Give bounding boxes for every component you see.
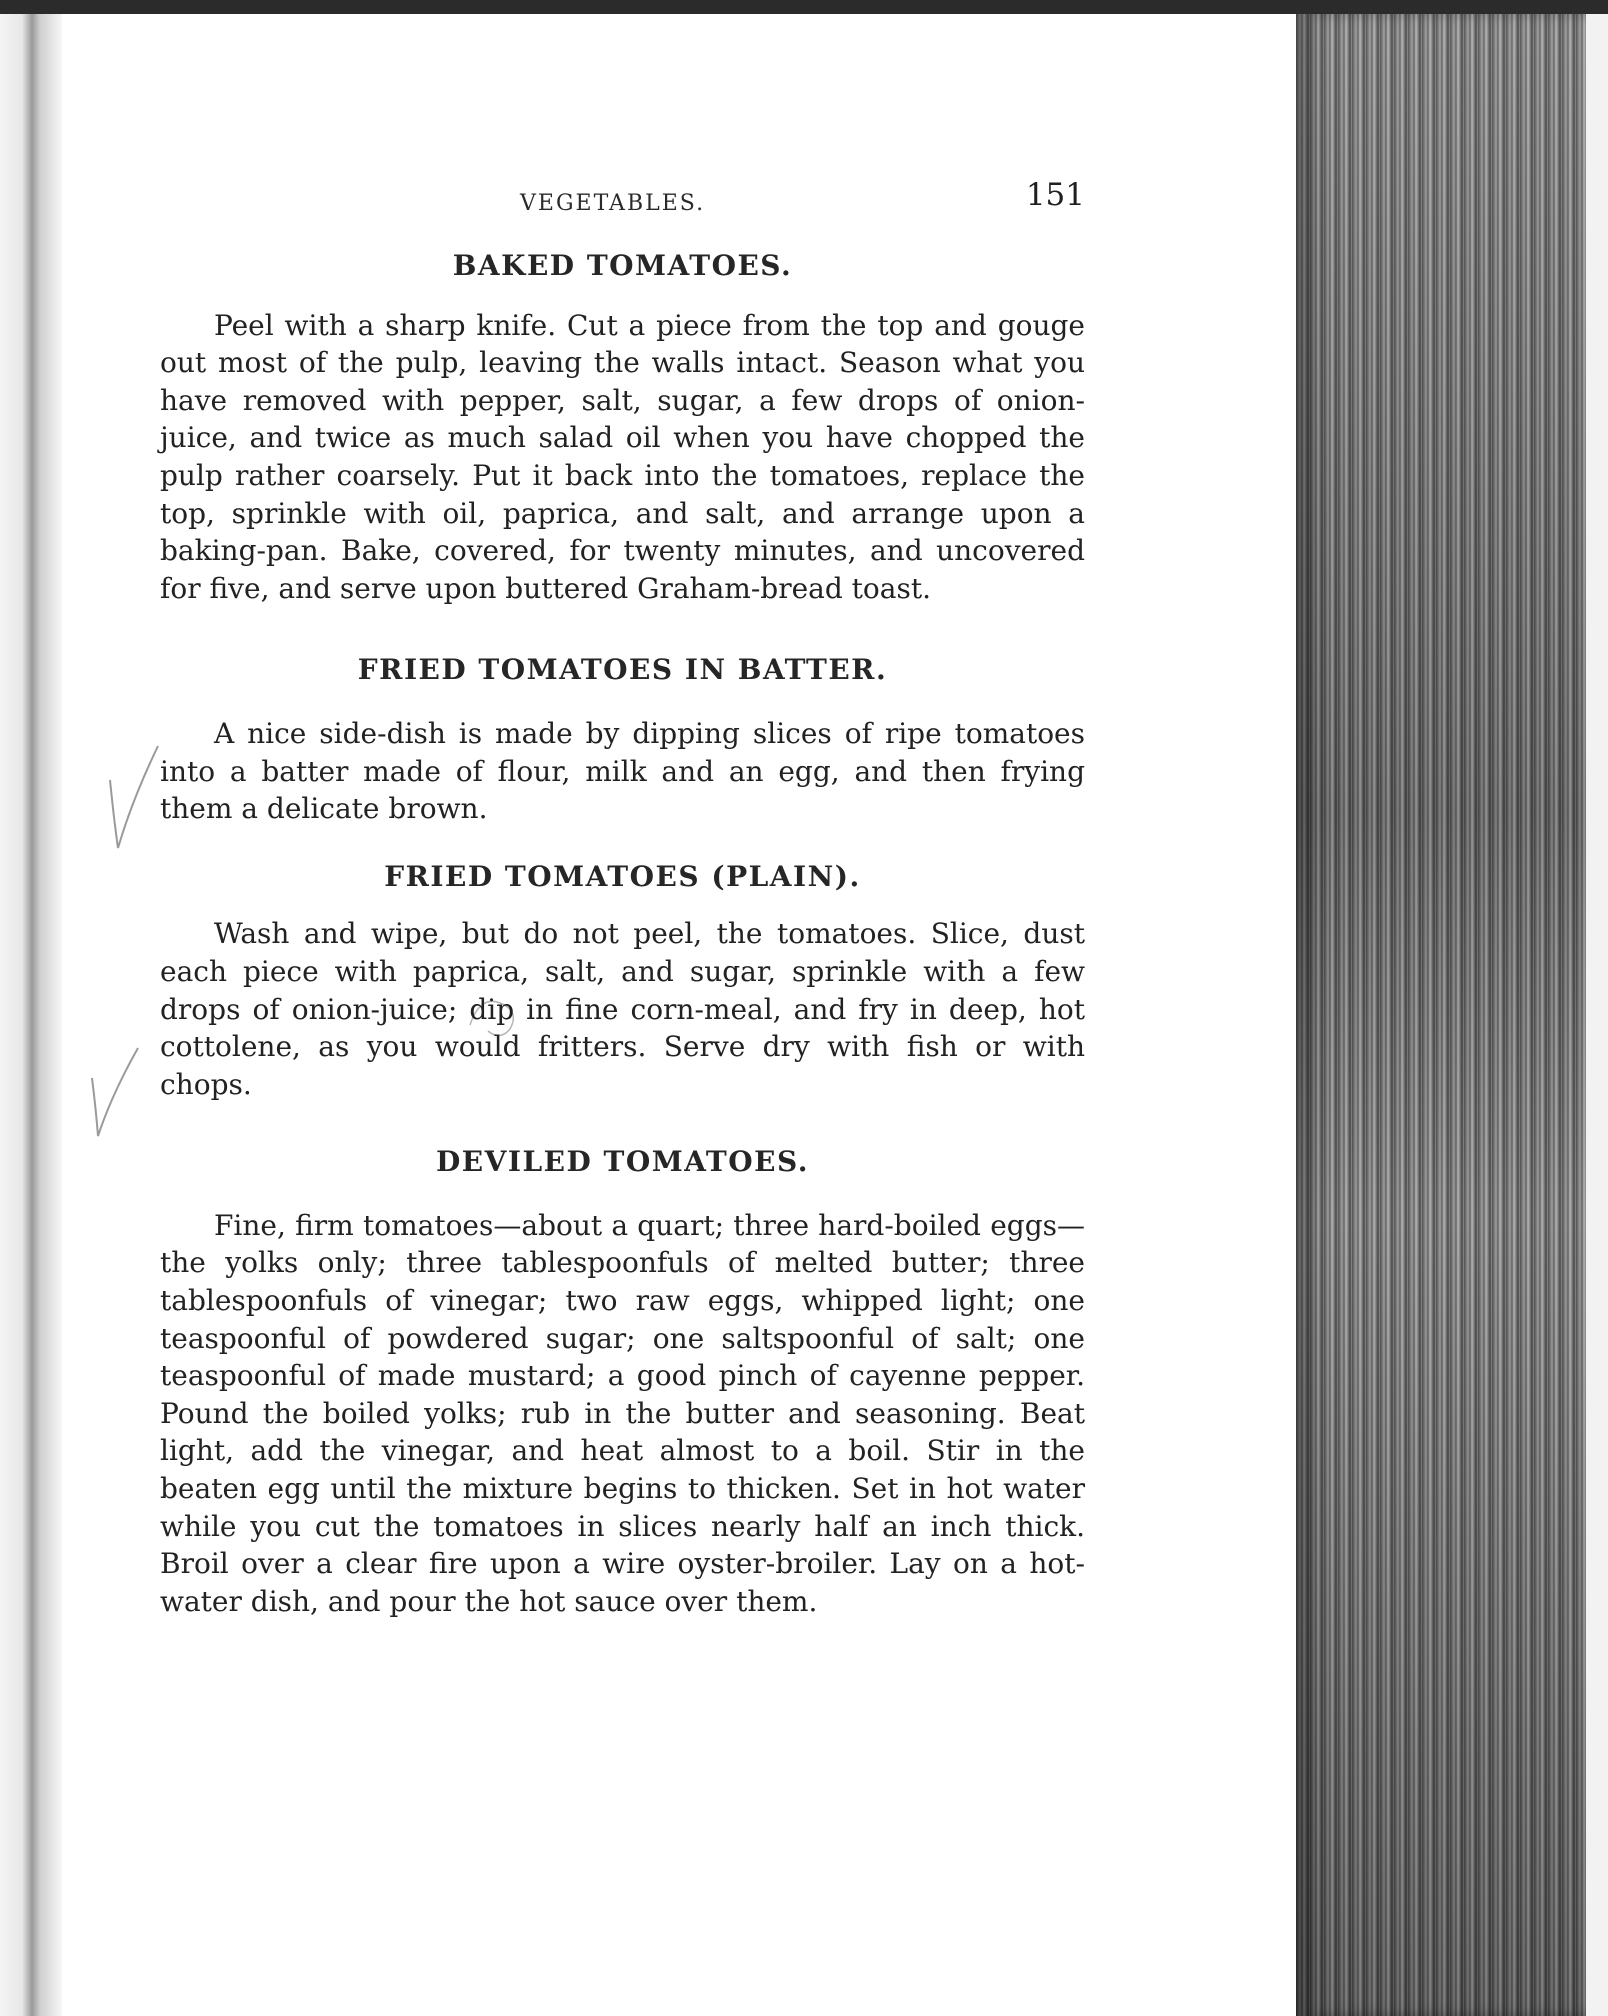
page-text [160,175,1085,1620]
scan-right-margin [1586,14,1608,2016]
section-heading: DEVILED TOMATOES. [436,1145,809,1179]
section-body: A nice side-dish is made by dipping slices of ripe tomatoes into a batter made of flour, milk and an egg, and then frying them a delicate brown. [160,716,1085,826]
running-head-title: VEGETABLES. [520,191,706,216]
section-heading: BAKED TOMATOES. [452,249,793,282]
section-body: Fine, firm tomatoes—about a quart; three hard-boiled eggs—the yolks only; three tablespoonfuls of melted butter; three tablespoonfuls of vinegar; two raw eggs, whipped light; one teaspoonful of powdered sugar; one saltspoonful of salt; one teaspoonful of made mustard; a good pinch of cayenne pepper. Pound the boiled yolks; rub in the butter and seasoning. Beat light, add the vinegar, and heat almost to a boil. Stir in the beaten egg until the mixture begins to thicken. Set in hot water while you cut the tomatoes in slices nearly half an inch thick. Broil over a clear fire upon a wire oyster-broiler. Lay on a hot-water dish, and pour the hot sauce over them. [160,1208,1085,1618]
section-heading: FRIED TOMATOES (PLAIN). [384,859,861,893]
book-fore-edge [1296,14,1586,2016]
binding-gutter [0,14,62,2016]
section-heading: FRIED TOMATOES IN BATTER. [357,653,888,687]
scan-top-border [0,0,1608,14]
section-body: Wash and wipe, but do not peel, the tomatoes. Slice, dust each piece with paprica, salt, and sugar, sprinkle with a few drops of onion-juice; dip in fine corn-meal, and fry in deep, hot cottolene, as you would fritters. Serve dry with fish or with chops. [160,917,1085,1101]
section-body: Peel with a sharp knife. Cut a piece from the top and gouge out most of the pulp, leaving the walls intact. Season what you have removed with pepper, salt, sugar, a few drops of onion-juice, and twice as much salad oil when you have chopped the pulp rather coarsely. Put it back into the tomatoes, replace the top, sprinkle with oil, paprica, and salt, and arrange upon a baking-pan. Bake, covered, for twenty minutes, and uncovered for five, and serve upon buttered Graham-bread toast. [160,308,1085,605]
page-number: 151 [1025,177,1085,213]
pencil-checkmark-icon [104,740,164,860]
pencil-checkmark-icon [86,1044,146,1144]
running-head [160,175,1085,235]
